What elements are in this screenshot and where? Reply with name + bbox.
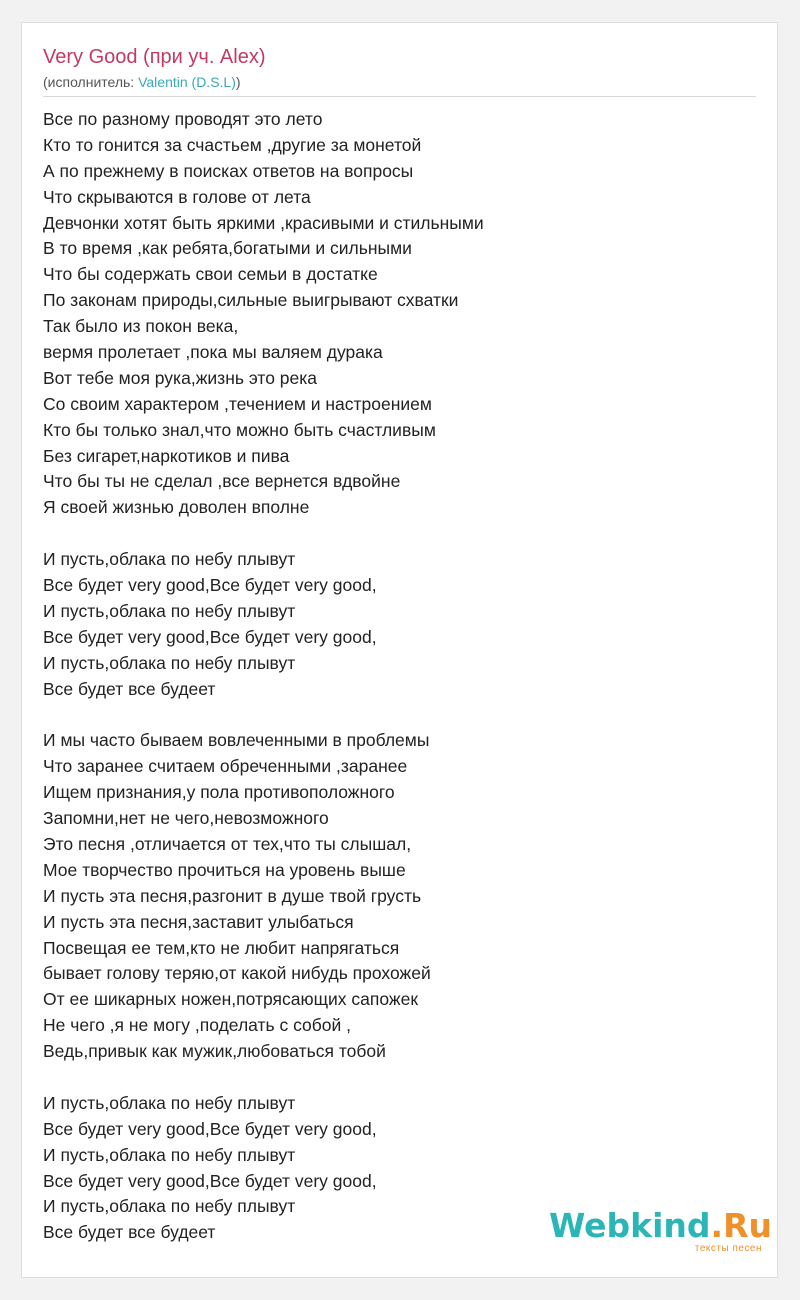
artist-line [43,72,241,92]
lyric-line: Вот тебе моя рука,жизнь это река [43,367,318,388]
lyric-line: В то время ,как ребята,богатыми и сильными [43,238,412,259]
stanza-gap [43,1065,758,1091]
lyric-line: И пусть,облака по небу плывут [43,1196,296,1217]
lyric-line: Ищем признания,у пола противоположного [43,782,395,803]
artist-prefix: (исполнитель: [43,74,139,90]
lyric-line: Посвещая ее тем,кто не любит напрягаться [43,937,400,958]
lyric-line: И пусть эта песня,разгонит в душе твой грусть [43,885,422,906]
lyric-line: Все будет все будеет [43,678,216,699]
lyric-line: Что бы содержать свои семьи в достатке [43,264,378,285]
lyric-line: И пусть,облака по небу плывут [43,1092,296,1113]
lyric-line: Я своей жизнью доволен вполне [43,497,310,518]
lyric-line: Все будет very good,Все будет very good, [43,1118,377,1139]
lyric-line: бывает голову теряю,от какой нибудь прохожей [43,963,431,984]
lyric-line: Не чего ,я не могу ,поделать с собой , [43,1015,352,1036]
lyric-line: А по прежнему в поисках ответов на вопросы [43,160,414,181]
lyric-line: Все будет very good,Все будет very good, [43,575,377,596]
lyric-line: Ведь,привык как мужик,любоваться тобой [43,1041,386,1062]
lyric-line: Девчонки хотят быть яркими ,красивыми и стильными [43,212,484,233]
lyric-line: Кто то гонится за счастьем ,другие за монетой [43,134,422,155]
lyric-line: Что бы ты не сделал ,все вернется вдвойне [43,471,401,492]
lyric-line: Запомни,нет не чего,невозможного [43,808,329,829]
lyric-line: Все будет все будеет [43,1222,216,1243]
lyric-line: Что скрываются в голове от лета [43,186,311,207]
lyric-line: Все будет very good,Все будет very good, [43,1170,377,1191]
lyric-line: От ее шикарных ножен,потрясающих сапожек [43,989,418,1010]
lyric-line: И мы часто бываем вовлеченными в проблемы [43,730,430,751]
lyric-line: Со своим характером ,течением и настроением [43,393,432,414]
lyric-line: По законам природы,сильные выигрывают схватки [43,290,459,311]
webkind-logo [548,1206,772,1254]
lyric-line: Так было из покон века, [43,316,239,337]
logo-brand: Webkind [548,1206,711,1245]
stanza-gap [43,702,758,728]
lyrics-body [43,107,758,1246]
logo-wordmark [548,1206,772,1245]
lyric-line: И пусть,облака по небу плывут [43,652,296,673]
lyric-line: Это песня ,отличается от тех,что ты слышал, [43,833,412,854]
logo-tld: .Ru [710,1206,772,1245]
logo-tagline: тексты песен [694,1243,762,1254]
lyric-line: Кто бы только знал,что можно быть счастливым [43,419,436,440]
lyric-line: Что заранее считаем обреченными ,заранее [43,756,408,777]
lyric-line: И пусть эта песня,заставит улыбаться [43,911,354,932]
lyric-line: Все по разному проводят это лето [43,109,323,129]
lyrics-card [21,22,778,1278]
lyric-line: Мое творчество прочиться на уровень выше [43,859,406,880]
stanza-gap [43,521,758,547]
artist-suffix: ) [235,74,241,90]
lyric-line: И пусть,облака по небу плывут [43,549,296,570]
lyric-line: вермя пролетает ,пока мы валяем дурака [43,342,383,363]
header-divider [43,96,756,97]
lyric-line: И пусть,облака по небу плывут [43,1144,296,1165]
lyric-line: Без сигарет,наркотиков и пива [43,445,290,466]
artist-link[interactable]: Valentin (D.S.L) [138,74,236,90]
lyric-line: И пусть,облака по небу плывут [43,600,296,621]
song-title: Very Good (при уч. Alex) [43,46,266,68]
lyric-line: Все будет very good,Все будет very good, [43,626,377,647]
